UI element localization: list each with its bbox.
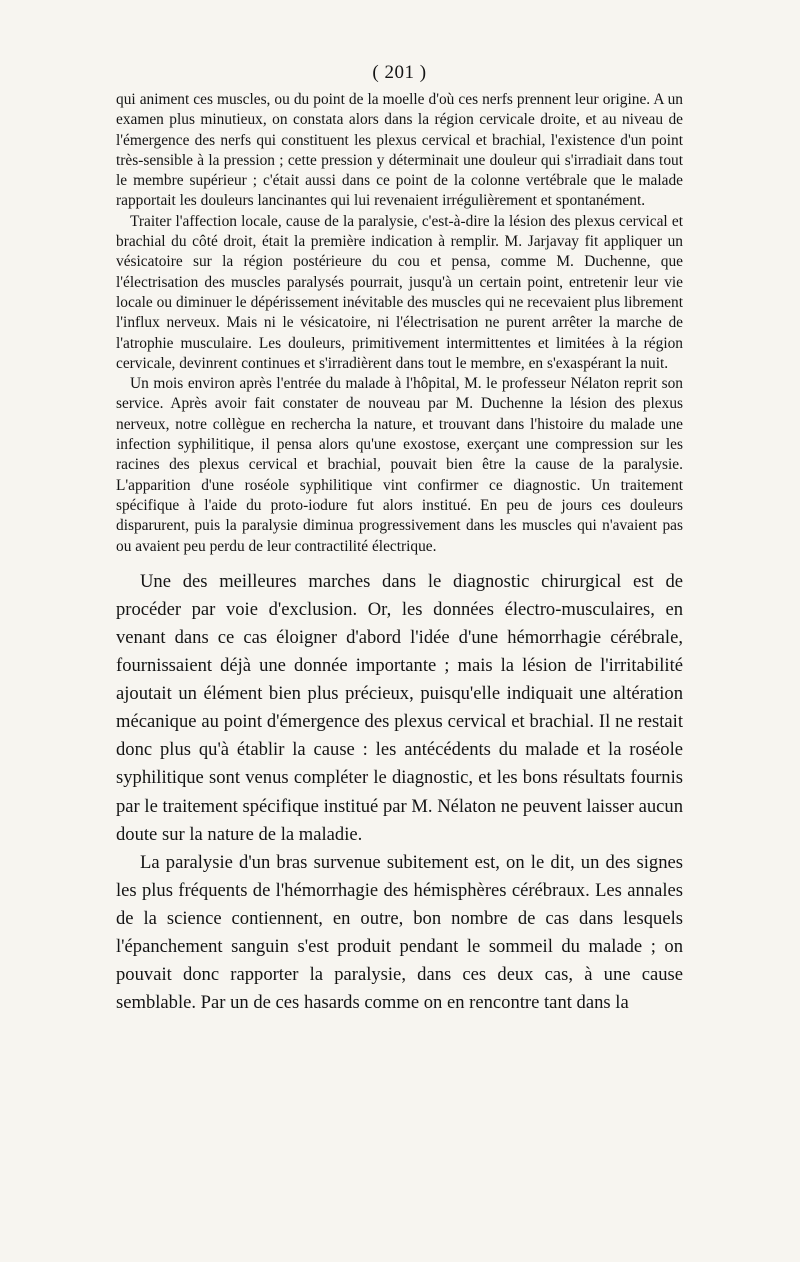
paragraph-diagnosis: Une des meilleures marches dans le diagnostic chirurgical est de procéder par voie d'exclusion. Or, les données électro-musculaires, en venant dans ce cas éloigner d'abord l'idée d'une hémorrhagie cérébrale, fournissaient déjà une donnée importante ; mais la lésion de l'irritabilité ajoutait un élément bien plus précieux, puisqu'elle indiquait une altération mécanique au point d'émergence des plexus cervical et brachial. Il ne restait donc plus qu'à établir la cause : les antécédents du malade et la roséole syphilitique sont venus compléter le diagnostic, et les bons résultats fournis par le traitement spécifique institué par M. Nélaton ne peuvent laisser aucun doute sur la nature de la maladie.	[116, 570, 683, 845]
paragraph-paralysis: La paralysie d'un bras survenue subitement est, on le dit, un des signes les plus fréquents de l'hémorrhagie des hémisphères cérébraux. Les annales de la science contiennent, en outre, bon nombre de cas dans lesquels l'épanchement sanguin s'est produit pendant le sommeil du malade ; on pouvait donc rapporter la paralysie, dans ces deux cas, à une cause semblable. Par un de ces hasards comme on en rencontre tant dans la	[116, 851, 683, 1014]
paragraph-treatment: Traiter l'affection locale, cause de la paralysie, c'est-à-dire la lésion des plexus cervical et brachial du côté droit, était la première indication à remplir. M. Jarjavay fit appliquer un vésicatoire sur la région postérieure du cou et pensa, comme M. Duchenne, que l'électrisation des muscles paralysés pourrait, jusqu'à un certain point, entretenir leur vie locale ou diminuer le dépérissement inévitable des muscles qui ne recevaient plus librement l'influx nerveux. Mais ni le vésicatoire, ni l'électrisation ne purent arrêter la marche de l'atrophie musculaire. Les douleurs, primitivement intermittentes et limitées à la région cervicale, devinrent continues et s'irradièrent dans tout le membre, en s'exaspérant la nuit.	[116, 212, 683, 372]
main-text-section	[116, 568, 683, 1018]
paragraph-continuation: qui animent ces muscles, ou du point de la moelle d'où ces nerfs prennent leur origine. A un examen plus minutieux, on constata alors dans la région cervicale droite, et au niveau de l'émergence des nerfs qui constituent les plexus cervical et brachial, l'existence d'un point très-sensible à la pression ; cette pression y déterminait une douleur qui s'irradiait dans tout le membre supérieur ; c'était aussi dans ce point de la colonne vertébrale que le malade rapportait les douleurs lancinantes qui lui revenaient irrégulièrement et spontanément.	[116, 91, 683, 210]
small-print-section	[116, 90, 683, 557]
page-number: ( 201 )	[372, 62, 427, 83]
paragraph-nelaton: Un mois environ après l'entrée du malade à l'hôpital, M. le professeur Nélaton reprit son service. Après avoir fait constater de nouveau par M. Duchenne la lésion des plexus nerveux, notre collègue en rechercha la nature, et trouvant dans l'histoire du malade une infection syphilitique, il pensa alors qu'une exostose, exerçant une compression sur les racines des plexus cervical et brachial, pouvait bien être la cause de la paralysie. L'apparition d'une roséole syphilitique vint confirmer ce diagnostic. Un traitement spécifique à l'aide du proto-iodure fut alors institué. En peu de jours ces douleurs disparurent, puis la paralysie diminua progressivement dans les muscles qui n'avaient pas ou avaient peu perdu de leur contractilité électrique.	[116, 375, 683, 555]
book-page	[116, 62, 683, 1017]
